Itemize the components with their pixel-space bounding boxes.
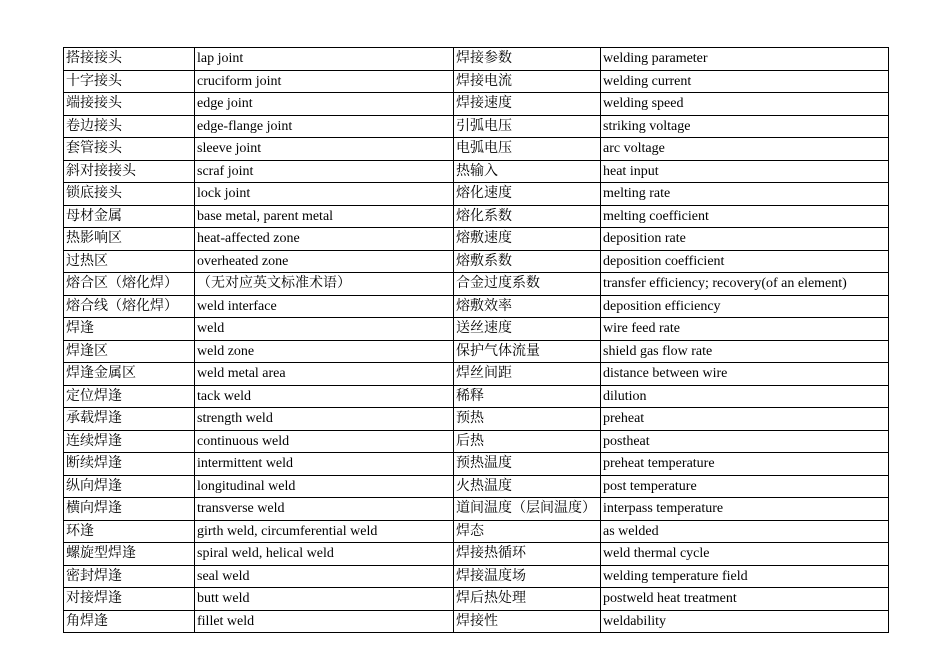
term-zh-right: 预热温度: [454, 453, 601, 476]
term-zh-right: 道间温度（层间温度）: [454, 498, 601, 521]
term-zh-right: 焊接速度: [454, 93, 601, 116]
term-en-right: welding temperature field: [601, 565, 889, 588]
table-row: [64, 520, 889, 543]
term-en-right: welding current: [601, 70, 889, 93]
term-zh-right: 热输入: [454, 160, 601, 183]
term-zh-right: 送丝速度: [454, 318, 601, 341]
term-zh-right: 熔敷系数: [454, 250, 601, 273]
term-zh-left: 纵向焊逢: [64, 475, 195, 498]
term-zh-left: 卷边接头: [64, 115, 195, 138]
term-en-left: weld zone: [195, 340, 454, 363]
term-zh-left: 定位焊逢: [64, 385, 195, 408]
table-row: [64, 295, 889, 318]
term-zh-left: 熔合区（熔化焊）: [64, 273, 195, 296]
term-en-left: continuous weld: [195, 430, 454, 453]
term-zh-right: 引弧电压: [454, 115, 601, 138]
glossary-table: [63, 47, 889, 633]
term-en-left: edge-flange joint: [195, 115, 454, 138]
term-zh-left: 焊逢区: [64, 340, 195, 363]
term-zh-right: 预热: [454, 408, 601, 431]
term-zh-left: 螺旋型焊逢: [64, 543, 195, 566]
term-zh-left: 对接焊逢: [64, 588, 195, 611]
term-en-left: heat-affected zone: [195, 228, 454, 251]
table-row: [64, 160, 889, 183]
term-en-left: girth weld, circumferential weld: [195, 520, 454, 543]
term-zh-right: 熔敷效率: [454, 295, 601, 318]
term-zh-left: 环逢: [64, 520, 195, 543]
term-zh-left: 横向焊逢: [64, 498, 195, 521]
term-zh-left: 断续焊逢: [64, 453, 195, 476]
term-zh-left: 熔合线（熔化焊）: [64, 295, 195, 318]
table-row: [64, 430, 889, 453]
term-en-left: lock joint: [195, 183, 454, 206]
term-zh-right: 焊后热处理: [454, 588, 601, 611]
term-en-right: striking voltage: [601, 115, 889, 138]
term-zh-right: 熔敷速度: [454, 228, 601, 251]
term-en-left: overheated zone: [195, 250, 454, 273]
term-zh-left: 热影响区: [64, 228, 195, 251]
term-en-right: weldability: [601, 610, 889, 633]
term-en-right: welding parameter: [601, 48, 889, 71]
term-zh-right: 稀释: [454, 385, 601, 408]
term-zh-right: 焊丝间距: [454, 363, 601, 386]
term-zh-left: 斜对接接头: [64, 160, 195, 183]
term-zh-right: 焊接温度场: [454, 565, 601, 588]
term-en-right: deposition efficiency: [601, 295, 889, 318]
term-en-right: melting rate: [601, 183, 889, 206]
term-en-left: weld metal area: [195, 363, 454, 386]
table-row: [64, 385, 889, 408]
term-en-right: transfer efficiency; recovery(of an element): [601, 273, 889, 296]
term-en-right: melting coefficient: [601, 205, 889, 228]
table-row: [64, 250, 889, 273]
term-zh-right: 焊态: [454, 520, 601, 543]
table-row: [64, 48, 889, 71]
term-en-right: dilution: [601, 385, 889, 408]
term-en-right: wire feed rate: [601, 318, 889, 341]
term-en-right: heat input: [601, 160, 889, 183]
table-row: [64, 340, 889, 363]
term-zh-left: 套管接头: [64, 138, 195, 161]
table-row: [64, 565, 889, 588]
term-en-right: preheat: [601, 408, 889, 431]
term-zh-left: 过热区: [64, 250, 195, 273]
table-row: [64, 543, 889, 566]
term-en-right: postheat: [601, 430, 889, 453]
table-row: [64, 93, 889, 116]
term-en-left: sleeve joint: [195, 138, 454, 161]
term-en-left: weld: [195, 318, 454, 341]
term-en-left: strength weld: [195, 408, 454, 431]
term-zh-left: 焊逢: [64, 318, 195, 341]
table-row: [64, 115, 889, 138]
term-en-left: butt weld: [195, 588, 454, 611]
table-row: [64, 205, 889, 228]
term-zh-right: 焊接参数: [454, 48, 601, 71]
term-zh-left: 锁底接头: [64, 183, 195, 206]
term-zh-right: 焊接电流: [454, 70, 601, 93]
term-en-right: shield gas flow rate: [601, 340, 889, 363]
table-row: [64, 183, 889, 206]
term-zh-right: 后热: [454, 430, 601, 453]
term-en-left: scraf joint: [195, 160, 454, 183]
table-row: [64, 318, 889, 341]
table-row: [64, 363, 889, 386]
term-en-right: preheat temperature: [601, 453, 889, 476]
table-row: [64, 408, 889, 431]
term-zh-right: 焊接热循环: [454, 543, 601, 566]
table-row: [64, 228, 889, 251]
term-zh-left: 十字接头: [64, 70, 195, 93]
term-en-left: spiral weld, helical weld: [195, 543, 454, 566]
term-en-right: postweld heat treatment: [601, 588, 889, 611]
term-zh-left: 端接接头: [64, 93, 195, 116]
table-row: [64, 475, 889, 498]
term-zh-right: 合金过度系数: [454, 273, 601, 296]
table-row: [64, 588, 889, 611]
term-zh-left: 母材金属: [64, 205, 195, 228]
table-row: [64, 453, 889, 476]
table-row: [64, 610, 889, 633]
term-en-left: edge joint: [195, 93, 454, 116]
term-en-left: base metal, parent metal: [195, 205, 454, 228]
term-en-left: seal weld: [195, 565, 454, 588]
term-en-right: as welded: [601, 520, 889, 543]
table-row: [64, 498, 889, 521]
term-en-right: distance between wire: [601, 363, 889, 386]
term-en-right: weld thermal cycle: [601, 543, 889, 566]
term-en-right: welding speed: [601, 93, 889, 116]
term-zh-right: 火热温度: [454, 475, 601, 498]
term-en-right: deposition coefficient: [601, 250, 889, 273]
term-zh-left: 搭接接头: [64, 48, 195, 71]
term-zh-left: 承载焊逢: [64, 408, 195, 431]
term-en-left: lap joint: [195, 48, 454, 71]
term-zh-right: 焊接性: [454, 610, 601, 633]
table-row: [64, 273, 889, 296]
term-en-right: interpass temperature: [601, 498, 889, 521]
term-zh-left: 焊逢金属区: [64, 363, 195, 386]
table-row: [64, 70, 889, 93]
term-en-left: （无对应英文标准术语）: [195, 273, 454, 296]
term-en-right: post temperature: [601, 475, 889, 498]
term-en-left: intermittent weld: [195, 453, 454, 476]
term-en-left: tack weld: [195, 385, 454, 408]
term-zh-left: 角焊逢: [64, 610, 195, 633]
term-zh-right: 熔化速度: [454, 183, 601, 206]
term-en-left: cruciform joint: [195, 70, 454, 93]
term-zh-left: 密封焊逢: [64, 565, 195, 588]
term-en-left: longitudinal weld: [195, 475, 454, 498]
table-row: [64, 138, 889, 161]
term-en-left: fillet weld: [195, 610, 454, 633]
term-en-left: weld interface: [195, 295, 454, 318]
term-zh-right: 电弧电压: [454, 138, 601, 161]
term-zh-right: 保护气体流量: [454, 340, 601, 363]
term-zh-right: 熔化系数: [454, 205, 601, 228]
term-en-left: transverse weld: [195, 498, 454, 521]
term-en-right: deposition rate: [601, 228, 889, 251]
glossary-body: [64, 48, 889, 633]
term-zh-left: 连续焊逢: [64, 430, 195, 453]
term-en-right: arc voltage: [601, 138, 889, 161]
